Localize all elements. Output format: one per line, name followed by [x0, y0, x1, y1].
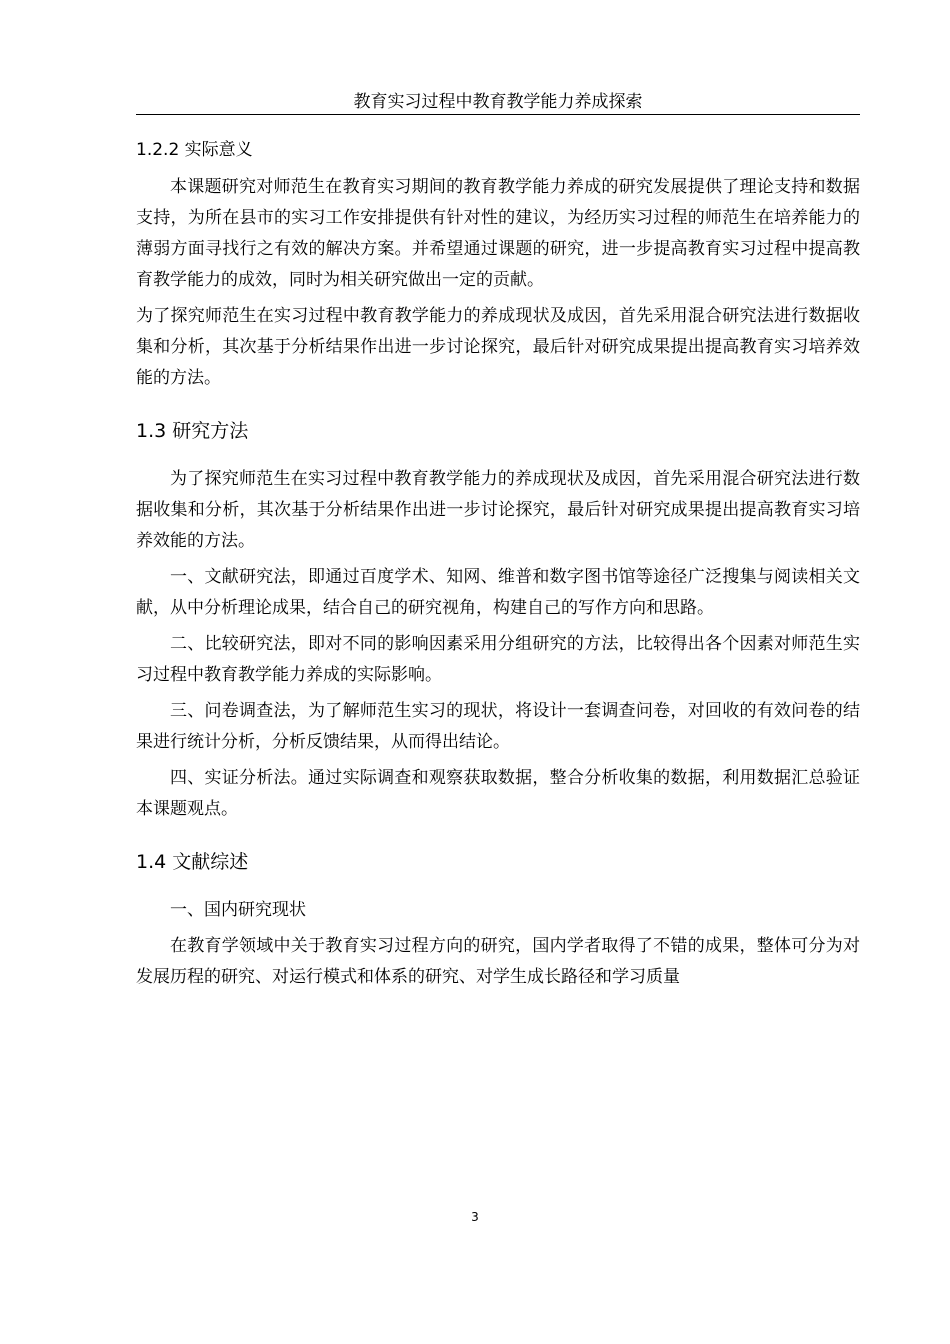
- paragraph: 一、国内研究现状: [170, 900, 306, 920]
- paragraph: 四、实证分析法。通过实际调查和观察获取数据，整合分析收集的数据，利用数据汇总验证本课题观点。: [136, 768, 860, 819]
- paragraph: 为了探究师范生在实习过程中教育教学能力的养成现状及成因，首先采用混合研究法进行数据收集和分析，其次基于分析结果作出进一步讨论探究，最后针对研究成果提出提高教育实习培养效能的方法。: [136, 306, 860, 388]
- header-rule: [136, 114, 860, 115]
- section-heading-1-2-2: 1.2.2 实际意义: [136, 140, 253, 160]
- section-heading-1-3: 1.3 研究方法: [136, 420, 249, 442]
- paragraph: 在教育学领域中关于教育实习过程方向的研究，国内学者取得了不错的成果，整体可分为对发展历程的研究、对运行模式和体系的研究、对学生成长路径和学习质量: [136, 936, 860, 987]
- paragraph: 为了探究师范生在实习过程中教育教学能力的养成现状及成因，首先采用混合研究法进行数据收集和分析，其次基于分析结果作出进一步讨论探究，最后针对研究成果提出提高教育实习培养效能的方法。: [136, 469, 860, 551]
- page-number: 3: [471, 1210, 479, 1224]
- paragraph: 一、文献研究法，即通过百度学术、知网、维普和数字图书馆等途径广泛搜集与阅读相关文献，从中分析理论成果，结合自己的研究视角，构建自己的写作方向和思路。: [136, 567, 860, 618]
- section-heading-1-4: 1.4 文献综述: [136, 851, 249, 873]
- page-header-title: 教育实习过程中教育教学能力养成探索: [353, 92, 643, 112]
- paragraph: 二、比较研究法，即对不同的影响因素采用分组研究的方法，比较得出各个因素对师范生实习过程中教育教学能力养成的实际影响。: [136, 634, 860, 685]
- document-body: [136, 134, 860, 998]
- paragraph: 三、问卷调查法，为了解师范生实习的现状，将设计一套调查问卷，对回收的有效问卷的结果进行统计分析，分析反馈结果，从而得出结论。: [136, 701, 860, 752]
- paragraph: 本课题研究对师范生在教育实习期间的教育教学能力养成的研究发展提供了理论支持和数据支持，为所在县市的实习工作安排提供有针对性的建议，为经历实习过程的师范生在培养能力的薄弱方面寻找行之有效的解决方案。并希望通过课题的研究，进一步提高教育实习过程中提高教育教学能力的成效，同时为相关研究做出一定的贡献。: [136, 177, 860, 290]
